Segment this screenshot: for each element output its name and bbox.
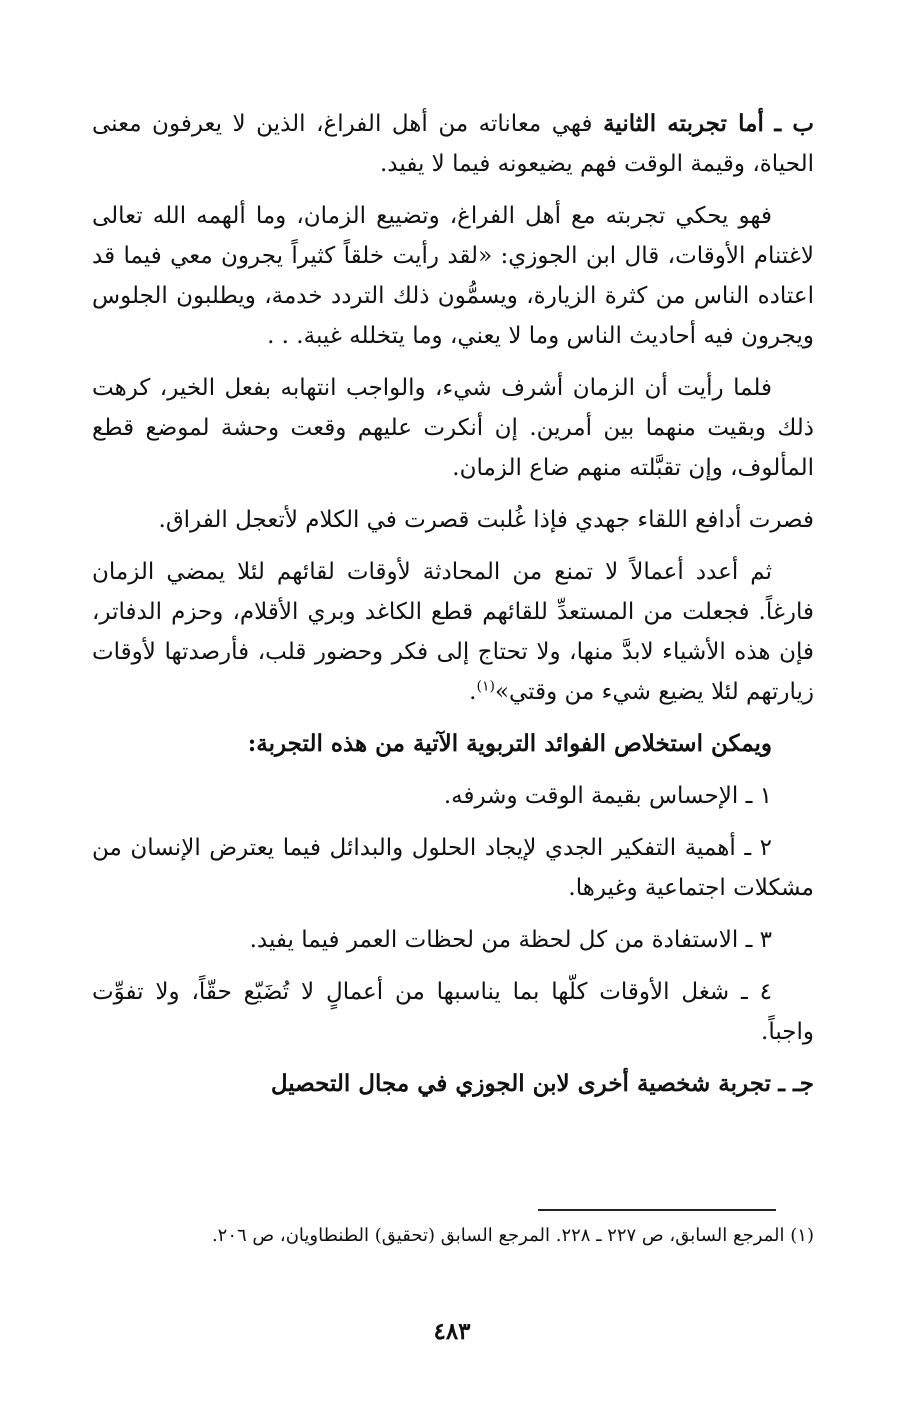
footnote-text: المرجع السابق، ص ٢٢٧ ـ ٢٢٨. المرجع السابق (تحقيق) الطنطاويان، ص ٢٠٦. — [211, 1225, 785, 1246]
benefit-item-1 — [92, 776, 814, 816]
paragraph-2-text: فهو يحكي تجربته مع أهل الفراغ، وتضييع الزمان، وما ألهمه الله تعالى لاغتنام الأوقات، قال ابن الجوزي: «لقد رأيت خلقاً كثيراً يجرون معي فيما قد اعتاده الناس من كثرة الزيارة، ويسمُّون ذلك التردد خدمة، ويطلبون الجلوس ويجرون فيه أحاديث الناس وما لا يعني، وما يتخلله غيبة. . . — [92, 203, 814, 349]
benefit-item-2 — [92, 828, 814, 908]
paragraph-b-marker: ب ـ — [774, 110, 815, 137]
paragraph-b-bold-phrase: أما تجربته الثانية — [603, 110, 764, 137]
paragraph-4-text: فصرت أدافع اللقاء جهدي فإذا غُلبت قصرت في الكلام لأتعجل الفراق. — [158, 507, 814, 533]
footnote — [92, 1220, 814, 1252]
paragraph-c-marker: جـ ـ — [778, 1070, 814, 1097]
benefit-item-4 — [92, 972, 814, 1052]
paragraph-2 — [92, 196, 814, 356]
footnote-number: (١) — [790, 1225, 814, 1246]
paragraph-5-text: ثم أعدد أعمالاً لا تمنع من المحادثة لأوقات لقائهم لئلا يمضي الزمان فارغاً. فجعلت من المستعدِّ للقائهم قطع الكاغد وبري الأقلام، وحزم الدفاتر، فإن هذه الأشياء لابدَّ منها، ولا تحتاج إلى فكر وحضور قلب، فأرصدتها لأوقات زيارتهم لئلا يضيع شيء من وقتي» — [92, 559, 814, 705]
benefit-item-text: ١ ـ الإحساس بقيمة الوقت وشرفه. — [443, 783, 772, 809]
benefit-item-text: ٤ ـ شغل الأوقات كلّها بما يناسبها من أعمالٍ لا تُضَيّع حقّاً، ولا تفوِّت واجباً. — [92, 979, 814, 1045]
benefits-heading: ويمكن استخلاص الفوائد التربوية الآتية من هذه التجربة: — [247, 730, 772, 757]
paragraph-c — [92, 1064, 814, 1104]
page-number: ٤٨٣ — [433, 1318, 471, 1345]
paragraph-b-text: فهي معاناته من أهل الفراغ، الذين لا يعرفون معنى الحياة، وقيمة الوقت فهم يضيعونه فيما لا يفيد. — [92, 111, 814, 177]
footnote-reference[interactable]: (١) — [476, 678, 495, 695]
footnote-divider — [538, 1209, 776, 1211]
paragraph-5 — [92, 552, 814, 712]
benefit-item-text: ٢ ـ أهمية التفكير الجدي لإيجاد الحلول والبدائل فيما يعترض الإنسان من مشكلات اجتماعية وغيرها. — [92, 835, 814, 901]
benefit-item-3 — [92, 920, 814, 960]
paragraph-c-bold-phrase: تجربة شخصية أخرى لابن الجوزي في مجال التحصيل — [270, 1070, 771, 1097]
paragraph-3 — [92, 368, 814, 488]
paragraph-3-text: فلما رأيت أن الزمان أشرف شيء، والواجب انتهابه بفعل الخير، كرهت ذلك وبقيت منهما بين أمرين. إن أنكرت عليهم وقعت وحشة لموضع قطع المألوف، وإن تقبَّلته منهم ضاع الزمان. — [92, 375, 814, 481]
paragraph-4 — [92, 500, 814, 540]
page-body — [92, 104, 814, 1116]
paragraph-5-end: . — [469, 679, 477, 705]
benefit-item-text: ٣ ـ الاستفادة من كل لحظة من لحظات العمر فيما يفيد. — [249, 927, 772, 953]
paragraph-b — [92, 104, 814, 184]
